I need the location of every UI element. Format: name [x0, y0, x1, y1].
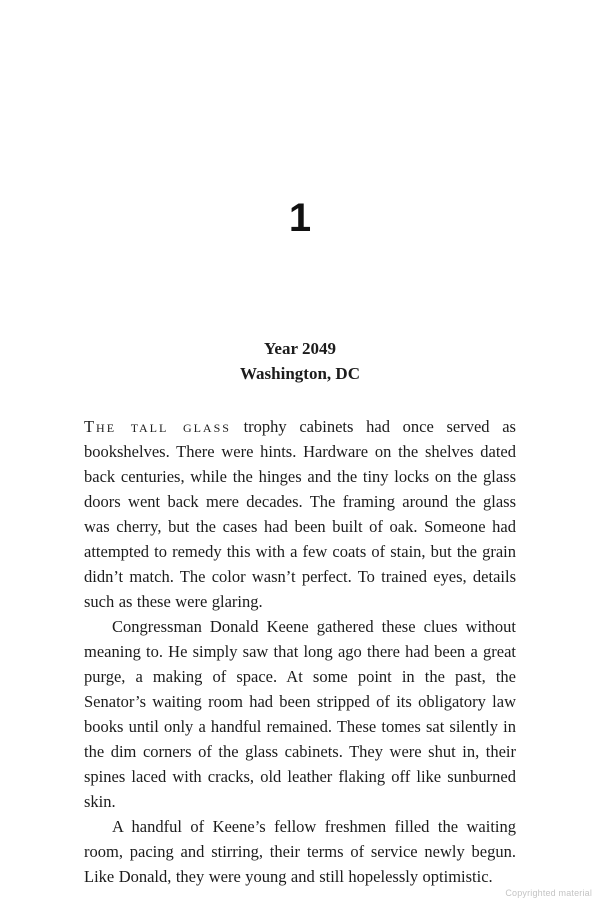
opening-paragraph-rest: trophy cabinets had once served as bookshelves. There were hints. Hardware on the shelves dated back centuries, while the hinges and the tiny locks on the glass doors went back mere decades. The framing around the glass was cherry, but the cases had been built of oak. Someone had attempted to remedy this with a few coats of stain, but the grain didn’t match. The color wasn’t perfect. To trained eyes, details such as these were glaring.	[84, 417, 516, 611]
chapter-setting-location: Washington, DC	[240, 364, 360, 383]
copyright-notice: Copyrighted material	[505, 888, 592, 898]
chapter-number: 1	[288, 196, 312, 240]
paragraph: Congressman Donald Keene gathered these clues without meaning to. He simply saw that long ago there had been a great purge, a making of space. At some point in the past, the Senator’s waiting room had been stripped of its obligatory law books until only a handful remained. These tomes sat silently in the dim corners of the glass cabinets. They were shut in, their spines laced with cracks, old leather flaking off like sunburned skin.	[84, 617, 516, 811]
body-text	[84, 414, 516, 889]
paragraph: A handful of Keene’s fellow freshmen filled the waiting room, pacing and stirring, their terms of service newly begun. Like Donald, they were young and still hopelessly optimistic.	[84, 817, 516, 886]
opening-smallcaps-lead: The tall glass	[84, 417, 231, 436]
paragraph-opening	[84, 414, 516, 614]
chapter-setting-year: Year 2049	[264, 339, 336, 358]
